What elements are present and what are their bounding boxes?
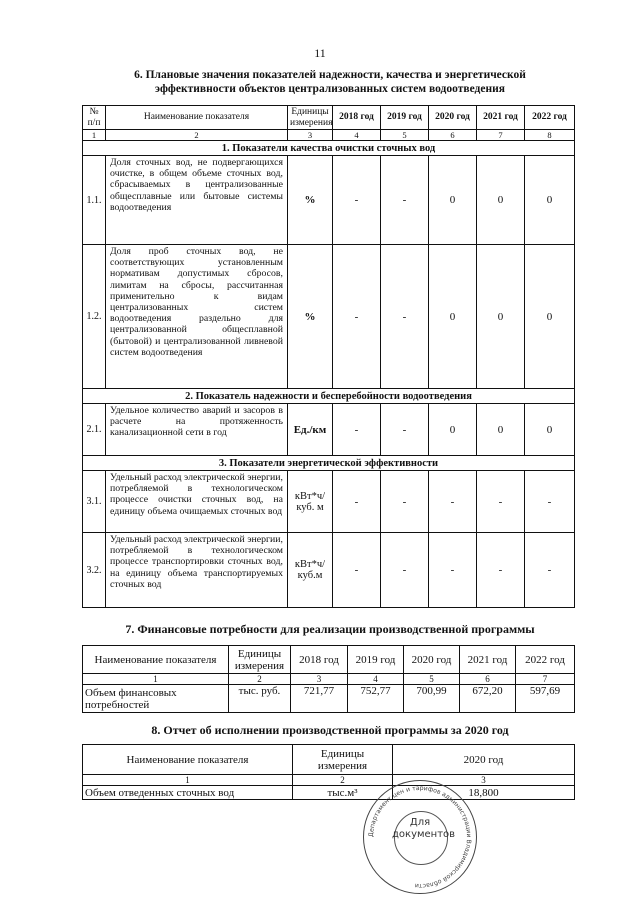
row-value-2021: - [477,533,525,608]
col-number: 2 [229,674,291,685]
row-unit: Ед./км [288,404,333,456]
row-name: Объем отведенных сточных вод [83,786,293,800]
col-number: 7 [477,130,525,141]
row-value-2022: - [525,471,575,533]
row-unit: % [288,245,333,389]
header-name: Наименование показателя [83,745,293,775]
col-number: 3 [393,775,575,786]
row-value-2021: - [477,471,525,533]
row-unit: кВт*ч/ куб.м [288,533,333,608]
col-number: 5 [381,130,429,141]
col-number: 4 [348,674,404,685]
official-stamp [363,780,477,894]
group-title-energy: 3. Показатели энергетической эффективности [83,456,575,471]
row-name: Доля проб сточных вод, не соответствующих установленным нормативам допустимых сбросов, лимитам на сбросы, рассчитанная применительно к видам централизованных систем водоотведения раздельно для централизованной общесплавной (бытовой) и централизованной ливневой систем водоотведения [106,245,288,389]
table-row [83,533,575,608]
section-7-title: 7. Финансовые потребности для реализации производственной программы [125,622,535,636]
col-number: 3 [288,130,333,141]
row-value-2022: 0 [525,404,575,456]
stamp-ring-text: Департамент цен и тарифов администрации Владимирской области [367,784,473,890]
section-6-title [80,68,580,96]
header-2019: 2019 год [348,646,404,674]
header-2020: 2020 год [429,106,477,130]
col-number: 8 [525,130,575,141]
header-2022: 2022 год [516,646,575,674]
header-unit: Единицы измерения [288,106,333,130]
row-name: Объем финансовых потребностей [83,685,229,713]
program-report-table [82,744,575,800]
row-value-2020: 0 [429,245,477,389]
financial-needs-table [82,645,575,713]
header-year: 2020 год [393,745,575,775]
row-unit: тыс.м³ [293,786,393,800]
col-number: 6 [429,130,477,141]
table-row [83,404,575,456]
header-name: Наименование показателя [106,106,288,130]
row-value-2022: 597,69 [516,685,575,713]
col-number: 4 [333,130,381,141]
col-number: 1 [83,775,293,786]
row-value-2020: 0 [429,156,477,245]
row-unit: % [288,156,333,245]
header-2018: 2018 год [291,646,348,674]
row-value-2020: 0 [429,404,477,456]
group-title-quality: 1. Показатели качества очистки сточных вод [83,141,575,156]
header-2021: 2021 год [477,106,525,130]
header-2018: 2018 год [333,106,381,130]
section-8-title: 8. Отчет об исполнении производственной программы за 2020 год [151,723,509,737]
row-value-2022: - [525,533,575,608]
header-num: № п/п [83,106,106,130]
row-value-2021: 0 [477,404,525,456]
row-unit: тыс. руб. [229,685,291,713]
row-num: 3.2. [83,533,106,608]
header-unit: Единицы измерения [293,745,393,775]
table-row [83,471,575,533]
row-num: 1.2. [83,245,106,389]
row-value: 18,800 [393,786,575,800]
row-value-2019: - [381,533,429,608]
row-value-2019: - [381,156,429,245]
group-title-reliability: 2. Показатель надежности и бесперебойности водоотведения [83,389,575,404]
row-unit: кВт*ч/ куб. м [288,471,333,533]
col-number: 1 [83,130,106,141]
row-value-2020: - [429,533,477,608]
row-value-2021: 0 [477,156,525,245]
row-value-2019: - [381,404,429,456]
header-unit: Единицы измерения [229,646,291,674]
section-6-title-line2: эффективности объектов централизованных систем водоотведения [155,83,505,95]
row-value-2022: 0 [525,245,575,389]
row-name: Удельный расход электрической энергии, потребляемой в технологическом процессе транспортировки сточных вод, на единицу объема транспортируемых сточных вод [106,533,288,608]
section-6-title-line1: 6. Плановые значения показателей надежности, качества и энергетической [134,69,526,81]
header-name: Наименование показателя [83,646,229,674]
row-num: 1.1. [83,156,106,245]
col-number: 2 [293,775,393,786]
table-row [83,786,575,800]
row-value-2019: 752,77 [348,685,404,713]
header-2022: 2022 год [525,106,575,130]
row-value-2018: - [333,156,381,245]
row-value-2018: - [333,533,381,608]
row-name: Удельный расход электрической энергии, потребляемой в технологическом процессе очистки сточных вод, на единицу объема очищаемых сточных вод [106,471,288,533]
row-value-2020: - [429,471,477,533]
col-number: 3 [291,674,348,685]
row-value-2022: 0 [525,156,575,245]
row-num: 2.1. [83,404,106,456]
header-2019: 2019 год [381,106,429,130]
col-number: 5 [404,674,460,685]
row-name: Доля сточных вод, не подвергающихся очистке, в общем объеме сточных вод, сбрасываемых в централизованные общесплавные или бытовые системы водоотведения [106,156,288,245]
stamp-center-text: Для документов [392,817,456,840]
reliability-indicators-table [82,105,575,608]
row-value-2018: - [333,404,381,456]
col-number: 6 [460,674,516,685]
header-2021: 2021 год [460,646,516,674]
row-value-2018: - [333,471,381,533]
row-value-2019: - [381,245,429,389]
row-value-2018: - [333,245,381,389]
row-name: Удельное количество аварий и засоров в расчете на протяженность канализационной сети в год [106,404,288,456]
col-number: 7 [516,674,575,685]
row-value-2021: 672,20 [460,685,516,713]
row-num: 3.1. [83,471,106,533]
row-value-2018: 721,77 [291,685,348,713]
table-row [83,156,575,245]
col-number: 1 [83,674,229,685]
table-row [83,245,575,389]
header-2020: 2020 год [404,646,460,674]
col-number: 2 [106,130,288,141]
row-value-2020: 700,99 [404,685,460,713]
row-value-2021: 0 [477,245,525,389]
row-value-2019: - [381,471,429,533]
table-row [83,685,575,713]
page-number: 11 [314,46,326,60]
